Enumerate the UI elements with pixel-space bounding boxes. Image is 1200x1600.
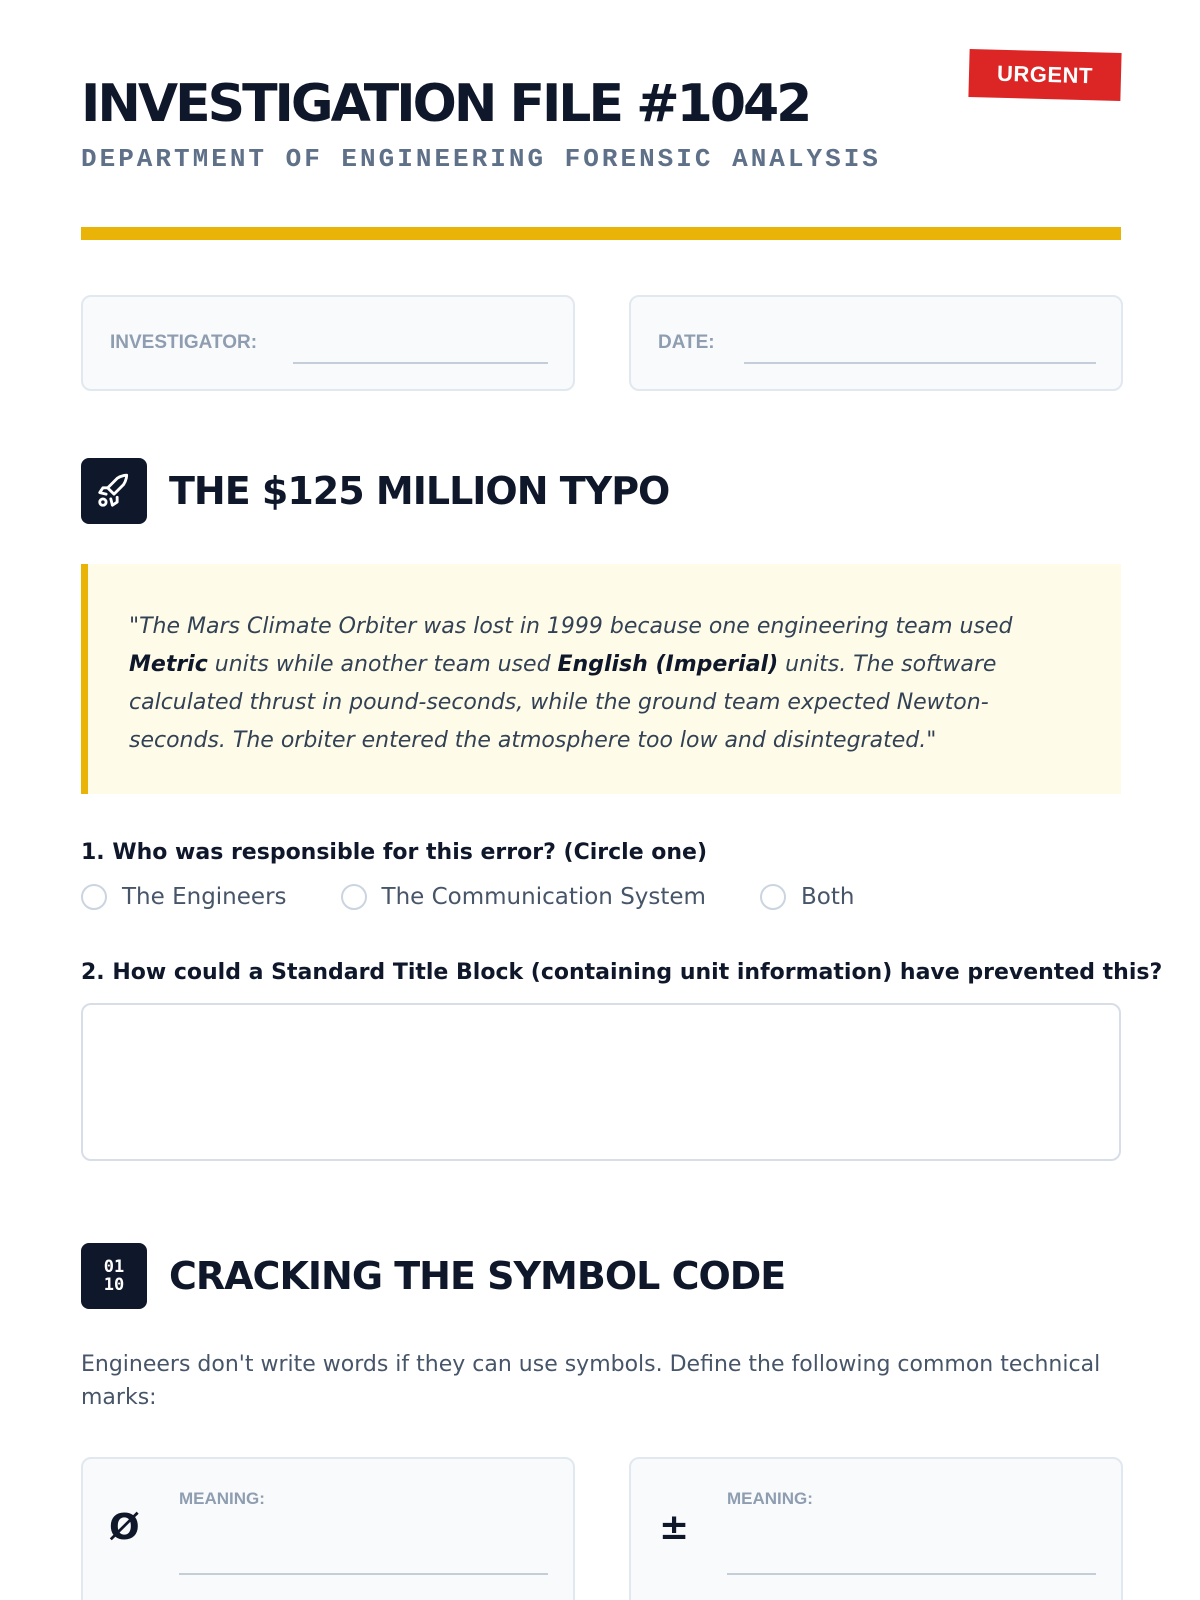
option-label: Both xyxy=(800,884,855,910)
option-communication-system[interactable] xyxy=(341,884,706,910)
header-divider xyxy=(81,227,1121,240)
radio-button[interactable] xyxy=(341,884,367,910)
option-engineers[interactable] xyxy=(81,884,287,910)
plus-minus-symbol: ± xyxy=(659,1507,690,1548)
page-title: INVESTIGATION FILE #1042 xyxy=(81,74,810,134)
question-2-answer-box[interactable] xyxy=(81,1003,1121,1161)
option-label: The Communication System xyxy=(381,884,706,910)
question-1: 1. Who was responsible for this error? (Circle one) xyxy=(81,840,708,865)
section-title: CRACKING THE SYMBOL CODE xyxy=(169,1254,786,1298)
rocket-icon xyxy=(81,458,147,524)
symbol-card xyxy=(629,1457,1123,1600)
quote-text: units. The software calculated thrust in pound-seconds, while the ground team expected Newton-seconds. The orbiter entered the atmosphere too low and disintegrated." xyxy=(129,652,997,753)
question-2-suffix: (containing unit information) have prevented this? xyxy=(523,960,1163,985)
meaning-label: MEANING: xyxy=(179,1489,265,1508)
binary-icon xyxy=(81,1243,147,1309)
question-2-prefix: 2. How could a xyxy=(81,960,272,985)
urgent-stamp: URGENT xyxy=(968,49,1121,101)
meaning-field[interactable] xyxy=(727,1573,1096,1575)
date-card xyxy=(629,295,1123,391)
binary-icon-bottom: 10 xyxy=(103,1275,125,1295)
section-intro: Engineers don't write words if they can use symbols. Define the following common technical marks: xyxy=(81,1352,1101,1410)
date-field[interactable] xyxy=(744,362,1096,364)
investigator-card xyxy=(81,295,575,391)
section-title: THE $125 MILLION TYPO xyxy=(169,469,670,513)
meaning-field[interactable] xyxy=(179,1573,548,1575)
question-2 xyxy=(81,960,1162,985)
quote-emphasis: English (Imperial) xyxy=(557,652,779,677)
quote-text: "The Mars Climate Orbiter was lost in 1999 because one engineering team used xyxy=(129,614,1013,639)
option-both[interactable] xyxy=(760,884,854,910)
radio-button[interactable] xyxy=(760,884,786,910)
section-heading-symbols xyxy=(81,1243,785,1309)
quote-text: units while another team used xyxy=(207,652,558,677)
meaning-label: MEANING: xyxy=(727,1489,813,1508)
date-label: DATE: xyxy=(658,332,715,353)
investigator-field[interactable] xyxy=(293,362,548,364)
quote-emphasis: Metric xyxy=(129,652,208,677)
question-1-options xyxy=(81,884,908,910)
binary-icon-top: 01 xyxy=(103,1257,125,1277)
option-label: The Engineers xyxy=(122,884,287,910)
diameter-symbol: Ø xyxy=(109,1507,140,1548)
radio-button[interactable] xyxy=(81,884,107,910)
investigator-label: INVESTIGATOR: xyxy=(110,332,258,353)
case-quote xyxy=(81,564,1121,794)
page-subtitle: DEPARTMENT OF ENGINEERING FORENSIC ANALYSIS xyxy=(81,144,881,174)
section-heading-typo xyxy=(81,458,669,524)
question-2-keyword: Standard Title Block xyxy=(271,960,524,985)
symbol-card xyxy=(81,1457,575,1600)
